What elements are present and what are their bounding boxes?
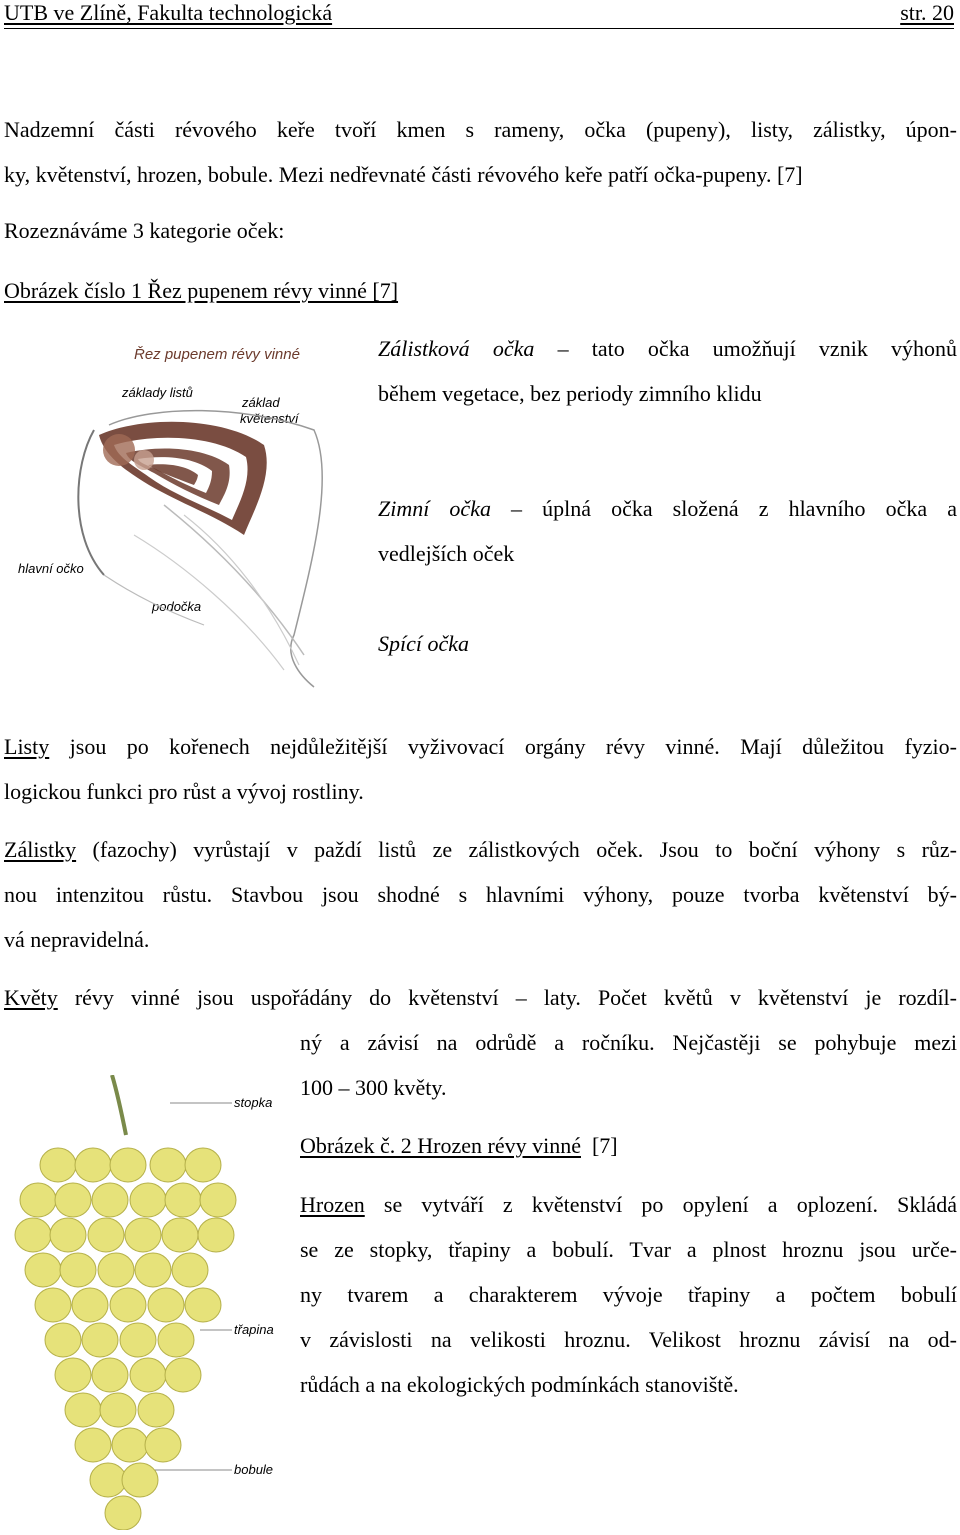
listy-line-2: logickou funkci pro růst a vývoj rostliny. [4, 779, 364, 804]
zalistkova-line-2: během vegetace, bez periody zimního klidu [378, 381, 762, 406]
intro-line-1: Nadzemní části révového keře tvoří kmen s rameny, očka (pupeny), listy, zálistky, úpon- [4, 117, 957, 142]
grape-berry [125, 1218, 161, 1252]
kvety-line-2: ný a závisí na odrůdě a ročníku. Nejčastěji se pohybuje mezi [300, 1030, 957, 1055]
grape-berry [130, 1183, 166, 1217]
bud-section-drawing [14, 335, 359, 690]
grape-berry [55, 1183, 91, 1217]
grape-berry [60, 1253, 96, 1287]
header-page-number: str. 20 [900, 0, 954, 25]
bud-section-figure [14, 335, 359, 690]
grape-berry [35, 1288, 71, 1322]
header-institution: UTB ve Zlíně, Fakulta technologická [4, 0, 333, 25]
grape-berry [90, 1463, 126, 1497]
grape-berry [110, 1288, 146, 1322]
grape-berry [55, 1358, 91, 1392]
zalistky-line-3: vá nepravidelná. [4, 927, 150, 952]
listy-term: Listy [4, 734, 50, 759]
zalistkova-line-1: Zálistková očka – tato očka umožňují vznik výhonů [378, 336, 957, 361]
page-header [4, 0, 954, 29]
intro-line-3: Rozeznáváme 3 kategorie oček: [4, 218, 285, 243]
kvety-line-3: 100 – 300 květy. [300, 1075, 447, 1100]
grape-cluster-figure [0, 1075, 290, 1530]
zimni-term: Zimní očka [378, 496, 491, 521]
grape-berry [148, 1288, 184, 1322]
grape-berry [92, 1358, 128, 1392]
label-trapina: třapina [234, 1322, 274, 1337]
grape-berry [45, 1323, 81, 1357]
grape-berry [185, 1288, 221, 1322]
hrozen-line-4: v závislosti na velikosti hroznu. Velikost hroznu závisí na od- [300, 1327, 957, 1352]
grape-berry [138, 1393, 174, 1427]
figure1-title: Řez pupenem révy vinné [134, 346, 300, 363]
grape-berry [110, 1148, 146, 1182]
grape-berry [50, 1218, 86, 1252]
hrozen-line-5: růdách a na ekologických podmínkách stanoviště. [300, 1372, 739, 1397]
label-hlavni-ocko: hlavní očko [18, 561, 84, 576]
hrozen-term: Hrozen [300, 1192, 365, 1217]
hrozen-line-3: ny tvarem a charakterem vývoje třapiny a počtem bobulí [300, 1282, 957, 1307]
grape-berry [40, 1148, 76, 1182]
grape-berry [105, 1496, 141, 1530]
intro-line-2: ky, květenství, hrozen, bobule. Mezi nedřevnaté části révového keře patří očka-pupeny. [7] [4, 162, 803, 187]
label-zaklad-2: květenství [240, 411, 299, 426]
grape-berry [120, 1323, 156, 1357]
figure2-caption: Obrázek č. 2 Hrozen révy vinné [7] [300, 1133, 618, 1158]
grape-berry [82, 1323, 118, 1357]
grape-berry [88, 1218, 124, 1252]
hrozen-line-2: se ze stopky, třapiny a bobulí. Tvar a plnost hroznu jsou urče- [300, 1237, 957, 1262]
grape-berry [165, 1183, 201, 1217]
zalistkova-term: Zálistková očka [378, 336, 535, 361]
label-zaklady-listu: základy listů [122, 385, 193, 400]
grape-berry [158, 1323, 194, 1357]
grape-berry [92, 1183, 128, 1217]
grape-berry [150, 1148, 186, 1182]
zalistky-line-1: Zálistky (fazochy) vyrůstají v paždí listů ze zálistkových oček. Jsou to boční výhony s růz- [4, 837, 957, 862]
grape-berry [20, 1183, 56, 1217]
spici-term: Spící očka [378, 631, 470, 656]
grape-stem [112, 1075, 126, 1135]
grape-berry [75, 1148, 111, 1182]
grape-berry [198, 1218, 234, 1252]
listy-line-1: Listy jsou po kořenech nejdůležitější vyživovací orgány révy vinné. Mají důležitou fyzio- [4, 734, 957, 759]
grape-berry [200, 1183, 236, 1217]
grape-berry [25, 1253, 61, 1287]
grape-berry [172, 1253, 208, 1287]
zalistky-line-2: nou intenzitou růstu. Stavbou jsou shodné s hlavními výhony, pouze tvorba květenství bý- [4, 882, 957, 907]
grape-berry [65, 1393, 101, 1427]
kvety-term: Květy [4, 985, 58, 1010]
kvety-line-1: Květy révy vinné jsou uspořádány do květenství – laty. Počet květů v květenství je rozdíl- [4, 985, 957, 1010]
grape-berry [145, 1428, 181, 1462]
grape-berry [75, 1428, 111, 1462]
zimni-line-1: Zimní očka – úplná očka složená z hlavního očka a [378, 496, 958, 521]
grape-berry [130, 1358, 166, 1392]
grape-berry [122, 1463, 158, 1497]
zimni-line-2: vedlejších oček [378, 541, 515, 566]
label-zaklad-1: základ [242, 395, 280, 410]
grape-berries [15, 1148, 236, 1530]
label-bobule: bobule [234, 1462, 274, 1477]
grape-berry [135, 1253, 171, 1287]
label-podocka: podočka [152, 599, 202, 614]
grape-berry [98, 1253, 134, 1287]
hrozen-line-1: Hrozen se vytváří z květenství po opylení a oplození. Skládá [300, 1192, 957, 1217]
grape-berry [165, 1358, 201, 1392]
grape-berry [100, 1393, 136, 1427]
grape-berry [162, 1218, 198, 1252]
label-stopka: stopka [234, 1095, 273, 1110]
grape-berry [72, 1288, 108, 1322]
grape-berry [112, 1428, 148, 1462]
figure1-caption: Obrázek číslo 1 Řez pupenem révy vinné [7] [4, 278, 399, 303]
grape-cluster-drawing [0, 1075, 290, 1530]
zalistky-term: Zálistky [4, 837, 77, 862]
grape-berry [15, 1218, 51, 1252]
grape-berry [185, 1148, 221, 1182]
